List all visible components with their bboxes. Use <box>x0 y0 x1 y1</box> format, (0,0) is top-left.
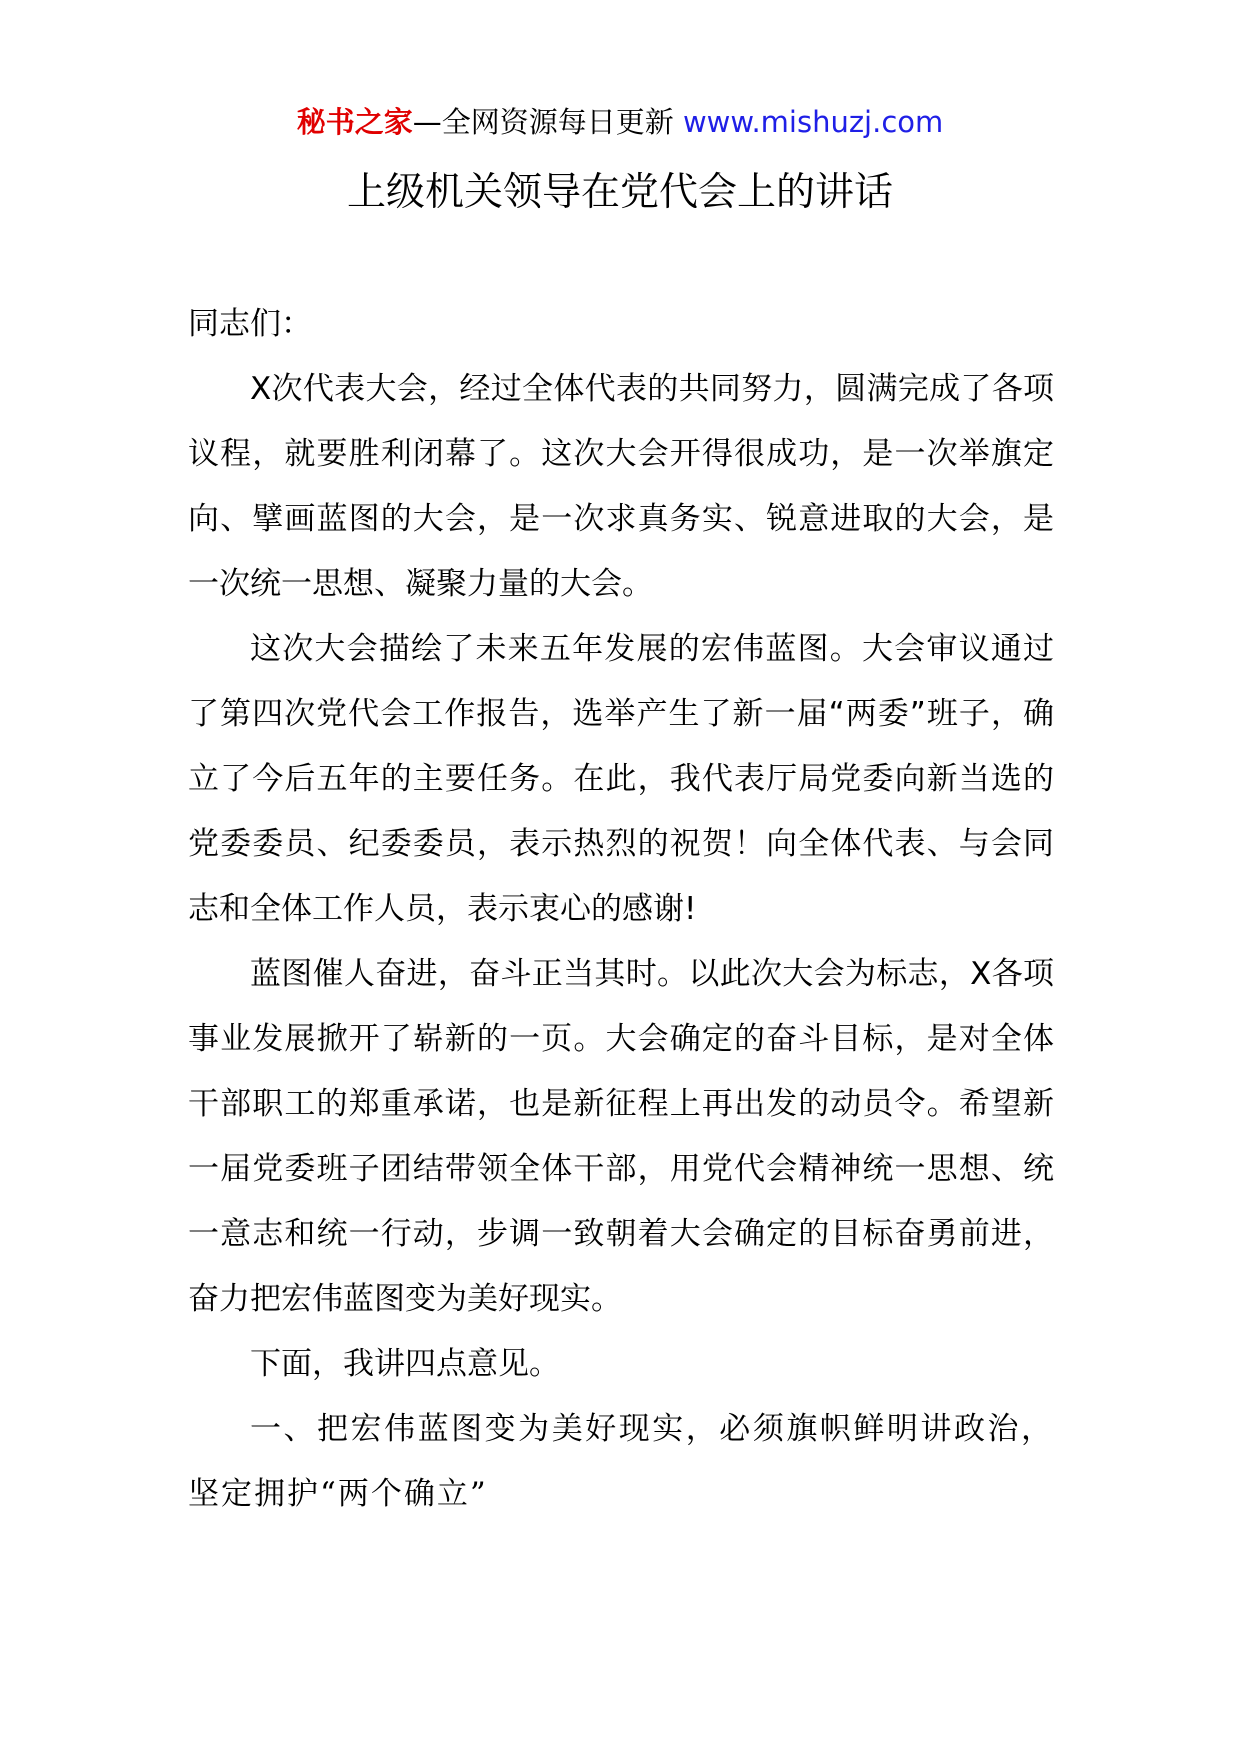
document-title: 上级机关领导在党代会上的讲话 <box>346 170 893 215</box>
brand-name: 秘书之家 <box>296 105 413 139</box>
header-tagline: —全网资源每日更新 <box>412 105 674 139</box>
section-heading: 一、把宏伟蓝图变为美好现实，必须旗帜鲜明讲政治，坚定拥护“两个确立” <box>188 1411 1054 1512</box>
paragraph-4: 下面，我讲四点意见。 <box>250 1346 560 1382</box>
site-header <box>0 100 1240 144</box>
salutation: 同志们： <box>188 306 312 342</box>
paragraph-3: 蓝图催人奋进，奋斗正当其时。以此次大会为标志，X各项事业发展掀开了崭新的一页。大会确定的奋斗目标，是对全体干部职工的郑重承诺，也是新征程上再出发的动员令。希望新一届党委班子团结带领全体干部，用党代会精神统一思想、统一意志和统一行动，步调一致朝着大会确定的目标奋勇前进，奋力把宏伟蓝图变为美好现实。 <box>188 956 1054 1317</box>
document-body <box>188 292 1054 1527</box>
site-url-link[interactable]: www.mishuzj.com <box>682 105 944 139</box>
paragraph-2: 这次大会描绘了未来五年发展的宏伟蓝图。大会审议通过了第四次党代会工作报告，选举产生了新一届“两委”班子，确立了今后五年的主要任务。在此，我代表厅局党委向新当选的党委委员、纪委委员，表示热烈的祝贺！向全体代表、与会同志和全体工作人员，表示衷心的感谢! <box>188 631 1054 927</box>
paragraph-1: X次代表大会，经过全体代表的共同努力，圆满完成了各项议程，就要胜利闭幕了。这次大会开得很成功，是一次举旗定向、擘画蓝图的大会，是一次求真务实、锐意进取的大会，是一次统一思想、凝聚力量的大会。 <box>188 371 1054 602</box>
